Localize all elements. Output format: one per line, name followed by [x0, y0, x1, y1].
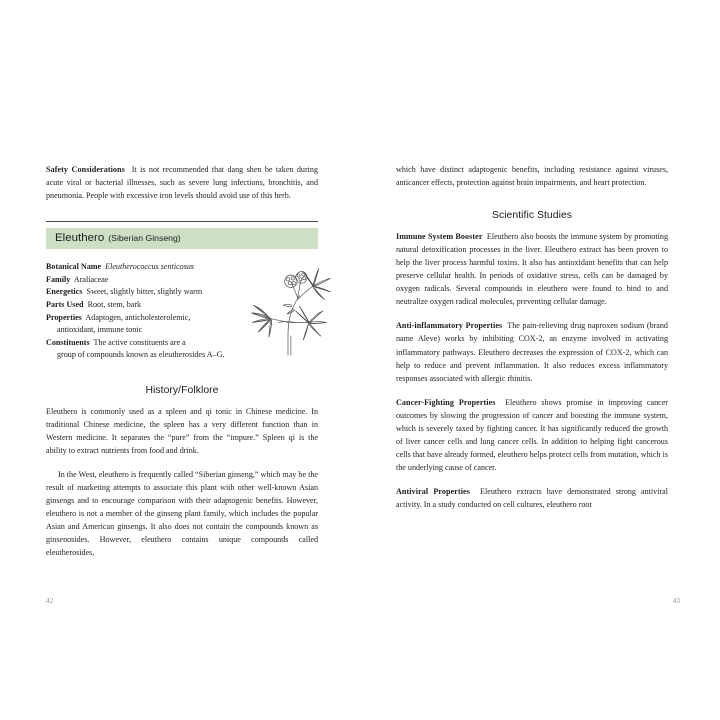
study-label: Cancer-Fighting Properties: [396, 397, 496, 407]
fact-label: Constituents: [46, 337, 90, 347]
study-antiviral-properties: [396, 485, 668, 511]
herb-title-band: [46, 228, 318, 249]
fact-energetics: [46, 286, 318, 299]
fact-label: Parts Used: [46, 299, 84, 309]
page-number-right: 43: [672, 597, 680, 605]
study-body: Eleuthero shows promise in improving cancer outcomes by slowing the progression of cancer and boosting the immune system, which is severely taxed by fighting cancer. It has significantly reduced the growth of liver cancer cells and lung cancer cells. In addition to helping fight cancerous cells that have already formed, eleuthero helps protect cells from mutation, which is the underlying cause of cancer.: [396, 397, 668, 472]
herb-name: Eleuthero: [55, 232, 105, 245]
herb-fact-list: [46, 261, 318, 362]
fact-value: The active constituents are a: [93, 337, 186, 347]
history-paragraph-2: In the West, eleuthero is frequently called “Siberian ginseng,” which may be the result of marketing attempts to associate this plant with other well-known Asian ginsengs and to encourage comparison with their adaptogenic benefits. However, eleuthero is not a member of the ginseng plant family, which includes the popular Asian and American ginsengs. It also does not contain the compounds known as ginsenosides. However, eleuthero contains unique compounds called eleutherosides,: [46, 470, 318, 558]
safety-considerations-paragraph: [46, 163, 318, 202]
fact-value-continued: group of compounds known as eleutherosides A–G.: [57, 350, 225, 360]
study-body: The pain-relieving drug naproxen sodium (brand name Aleve) works by inhibiting COX-2, an enzyme involved in activating inflammatory pathways. Eleuthero decreases the expression of COX-2, which can help to reduce and prevent inflammation. It also reduces excess inflammatory responses associated with allergic rhinitis.: [396, 321, 668, 383]
fact-value: Root, stem, bark: [87, 299, 142, 309]
left-column: [46, 163, 318, 559]
history-folklore-heading: History/Folklore: [145, 384, 219, 396]
fact-value: Araliaceae: [73, 274, 109, 284]
fact-label: Family: [46, 274, 71, 284]
fact-value: Sweet, slightly bitter, slightly warm: [86, 287, 203, 297]
study-body: Eleuthero also boosts the immune system by promoting natural detoxification processes in the liver. Eleuthero extract has been proven to help the liver process harmful toxins. It also has antioxidant benefits that can help preserve cellular health. In periods of oxidative stress, cells can be damaged by oxygen radicals. Several compounds in eleuthero were found to bind to and neutralize oxygen radical molecules, preventing cellular damage.: [396, 232, 669, 307]
continuation-paragraph: which have distinct adaptogenic benefits, including resistance against viruses, anticancer effects, protection against brain impairments, and heart protection.: [396, 165, 668, 188]
scientific-studies-heading: Scientific Studies: [491, 210, 573, 222]
page-number-left: 42: [46, 597, 54, 605]
right-column: [396, 163, 668, 511]
fact-botanical-name: [46, 261, 318, 274]
study-anti-inflammatory-properties: [396, 319, 668, 384]
safety-considerations-body: It is not recommended that dang shen be taken during acute viral or bacterial illnesses, such as severe lung infections, bronchitis, and pneumonia. People with excessive iron levels should avoid use of this herb.: [46, 165, 319, 201]
herb-common-name: (Siberian Ginseng): [108, 233, 181, 244]
study-immune-system-booster: [396, 230, 668, 308]
section-divider-rule: [46, 221, 318, 222]
history-paragraph-1: Eleuthero is commonly used as a spleen and qi tonic in Chinese medicine. In traditional Chinese medicine, the spleen has a very different function than in Western medicine. It separates the “pure” from the “impure.” Spleen qi is the ability to extract nutrients from food and drink.: [46, 406, 318, 456]
right-page: [360, 0, 720, 720]
fact-value: Eleutherococcus senticosus: [105, 262, 195, 272]
fact-value: Adaptogen, anticholesterolemic,: [85, 312, 191, 322]
fact-label: Properties: [46, 312, 82, 322]
safety-considerations-label: Safety Considerations: [46, 165, 125, 174]
fact-label: Botanical Name: [46, 262, 102, 272]
study-cancer-fighting-properties: [396, 396, 668, 474]
study-label: Immune System Booster: [396, 232, 483, 242]
study-label: Antiviral Properties: [396, 486, 470, 496]
fact-family: [46, 274, 318, 287]
fact-label: Energetics: [46, 287, 83, 297]
fact-value-continued: antioxidant, immune tonic: [57, 325, 143, 335]
study-body: Eleuthero extracts have demonstrated strong antiviral activity. In a study conducted on cell cultures, eleuthero root: [396, 486, 668, 509]
study-label: Anti-inflammatory Properties: [396, 321, 503, 331]
fact-constituents: [46, 337, 318, 362]
fact-parts-used: [46, 299, 318, 312]
fact-properties: [46, 312, 318, 337]
